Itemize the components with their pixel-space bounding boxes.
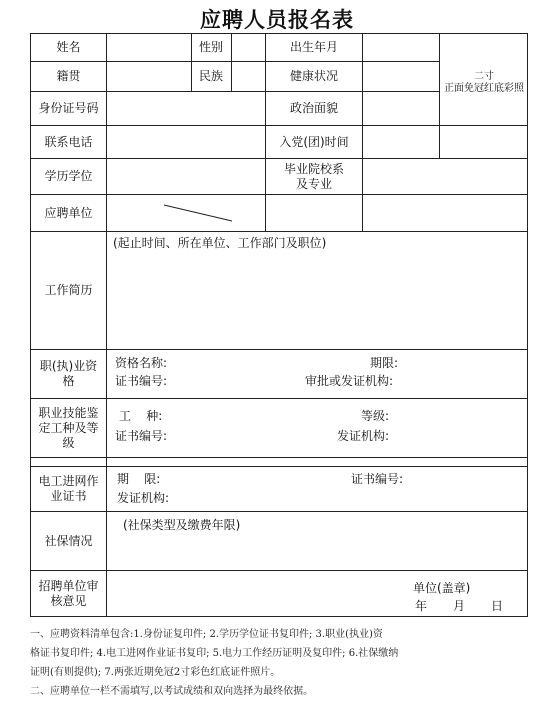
date-month-label: 月 bbox=[453, 599, 466, 613]
form-title: 应聘人员报名表 bbox=[200, 7, 354, 32]
photo-size-label: 二寸 bbox=[474, 70, 494, 82]
elec-certno-label: 证书编号: bbox=[351, 472, 404, 486]
label-electrician bbox=[31, 467, 106, 511]
label-review bbox=[31, 571, 106, 617]
label-native: 籍贯 bbox=[56, 69, 81, 83]
resume-field[interactable] bbox=[107, 232, 528, 349]
unit-strike-line bbox=[162, 201, 242, 225]
label-school-line2: 及专业 bbox=[295, 176, 332, 191]
label-ethnic: 民族 bbox=[198, 69, 223, 83]
note-line-2: 格证书复印件; 4.电工进网作业证书复印; 5.电力工作经历证明及复印件; 6.社保缴纳 bbox=[30, 648, 399, 659]
label-qualification bbox=[31, 350, 106, 398]
label-review-line1: 招聘单位审 bbox=[38, 579, 99, 593]
skill-issuer-label: 发证机构: bbox=[337, 429, 390, 443]
social-field[interactable] bbox=[107, 512, 528, 570]
birth-field[interactable] bbox=[363, 34, 439, 61]
label-health: 健康状况 bbox=[289, 69, 338, 83]
unit-extra-field-2[interactable] bbox=[363, 195, 528, 231]
application-form-table bbox=[30, 33, 528, 617]
label-school bbox=[266, 159, 362, 194]
social-hint: (社保类型及缴费年限) bbox=[123, 518, 241, 532]
seal-label: 单位(盖章) bbox=[413, 581, 471, 595]
label-gender: 性别 bbox=[198, 40, 223, 54]
label-electrician-line2: 业证书 bbox=[50, 489, 87, 503]
qual-name-label: 资格名称: bbox=[115, 356, 168, 370]
qual-period-label: 期限: bbox=[370, 356, 399, 370]
unit-field[interactable] bbox=[107, 195, 265, 231]
photo-spec-label: 正面免冠红底彩照 bbox=[444, 82, 524, 94]
gender-field[interactable] bbox=[232, 34, 265, 61]
label-id: 身份证号码 bbox=[38, 101, 99, 115]
date-year-label: 年 bbox=[415, 599, 428, 613]
label-birth: 出生年月 bbox=[289, 40, 338, 54]
id-field[interactable] bbox=[107, 92, 265, 125]
label-review-line2: 核意见 bbox=[50, 594, 87, 608]
label-social: 社保情况 bbox=[44, 533, 93, 548]
label-skill-line2: 定工种及等 bbox=[38, 420, 99, 435]
date-day-label: 日 bbox=[491, 599, 504, 613]
label-qualification-line2: 格 bbox=[62, 374, 75, 388]
education-field[interactable] bbox=[107, 159, 265, 194]
label-skill-line1: 职业技能鉴 bbox=[38, 405, 99, 420]
qual-issuer-label: 审批或发证机构: bbox=[305, 374, 394, 388]
political-field[interactable] bbox=[363, 92, 439, 125]
health-field[interactable] bbox=[363, 62, 439, 91]
label-unit: 应聘单位 bbox=[44, 205, 93, 220]
name-field[interactable] bbox=[107, 34, 191, 61]
elec-period-label: 期 限: bbox=[117, 472, 161, 486]
review-field[interactable] bbox=[107, 571, 528, 617]
skill-type-label: 工 种: bbox=[119, 409, 163, 423]
native-field[interactable] bbox=[107, 62, 191, 91]
photo-box[interactable] bbox=[440, 34, 528, 125]
label-qualification-line1: 职(执)业资 bbox=[39, 359, 98, 373]
label-name: 姓名 bbox=[56, 40, 81, 54]
label-party: 入党(团)时间 bbox=[279, 134, 349, 149]
ethnic-field[interactable] bbox=[232, 62, 265, 91]
label-school-line1: 毕业院校系 bbox=[283, 161, 344, 176]
party-field[interactable] bbox=[363, 126, 528, 158]
skill-field[interactable] bbox=[107, 399, 528, 457]
skill-grade-label: 等级: bbox=[361, 409, 390, 423]
label-resume: 工作简历 bbox=[44, 283, 93, 297]
label-skill bbox=[31, 399, 106, 457]
skill-certno-label: 证书编号: bbox=[115, 429, 168, 443]
note-line-1: 一、应聘资料清单包含:1.身份证复印件; 2.学历学位证书复印件; 3.职业(执业)资 bbox=[30, 629, 383, 640]
label-education: 学历学位 bbox=[44, 169, 93, 183]
note-line-3: 证明(有则提供); 7.两张近期免冠2寸彩色红底证件照片。 bbox=[30, 667, 281, 678]
phone-field[interactable] bbox=[107, 126, 265, 158]
elec-issuer-label: 发证机构: bbox=[117, 491, 170, 505]
electrician-field[interactable] bbox=[107, 467, 528, 511]
qualification-field[interactable] bbox=[107, 350, 528, 398]
qual-certno-label: 证书编号: bbox=[115, 374, 168, 388]
instructions-notes bbox=[30, 625, 530, 701]
note-line-4: 二、应聘单位一栏不需填写,以考试成绩和双向选择为最终依据。 bbox=[30, 686, 314, 697]
unit-extra-field-1[interactable] bbox=[266, 195, 362, 231]
label-electrician-line1: 电工进网作 bbox=[38, 474, 99, 488]
label-skill-line3: 级 bbox=[62, 435, 75, 450]
school-field[interactable] bbox=[363, 159, 528, 194]
resume-hint: (起止时间、所在单位、工作部门及职位) bbox=[113, 236, 327, 250]
label-phone: 联系电话 bbox=[44, 134, 93, 149]
label-political: 政治面貌 bbox=[289, 101, 338, 115]
